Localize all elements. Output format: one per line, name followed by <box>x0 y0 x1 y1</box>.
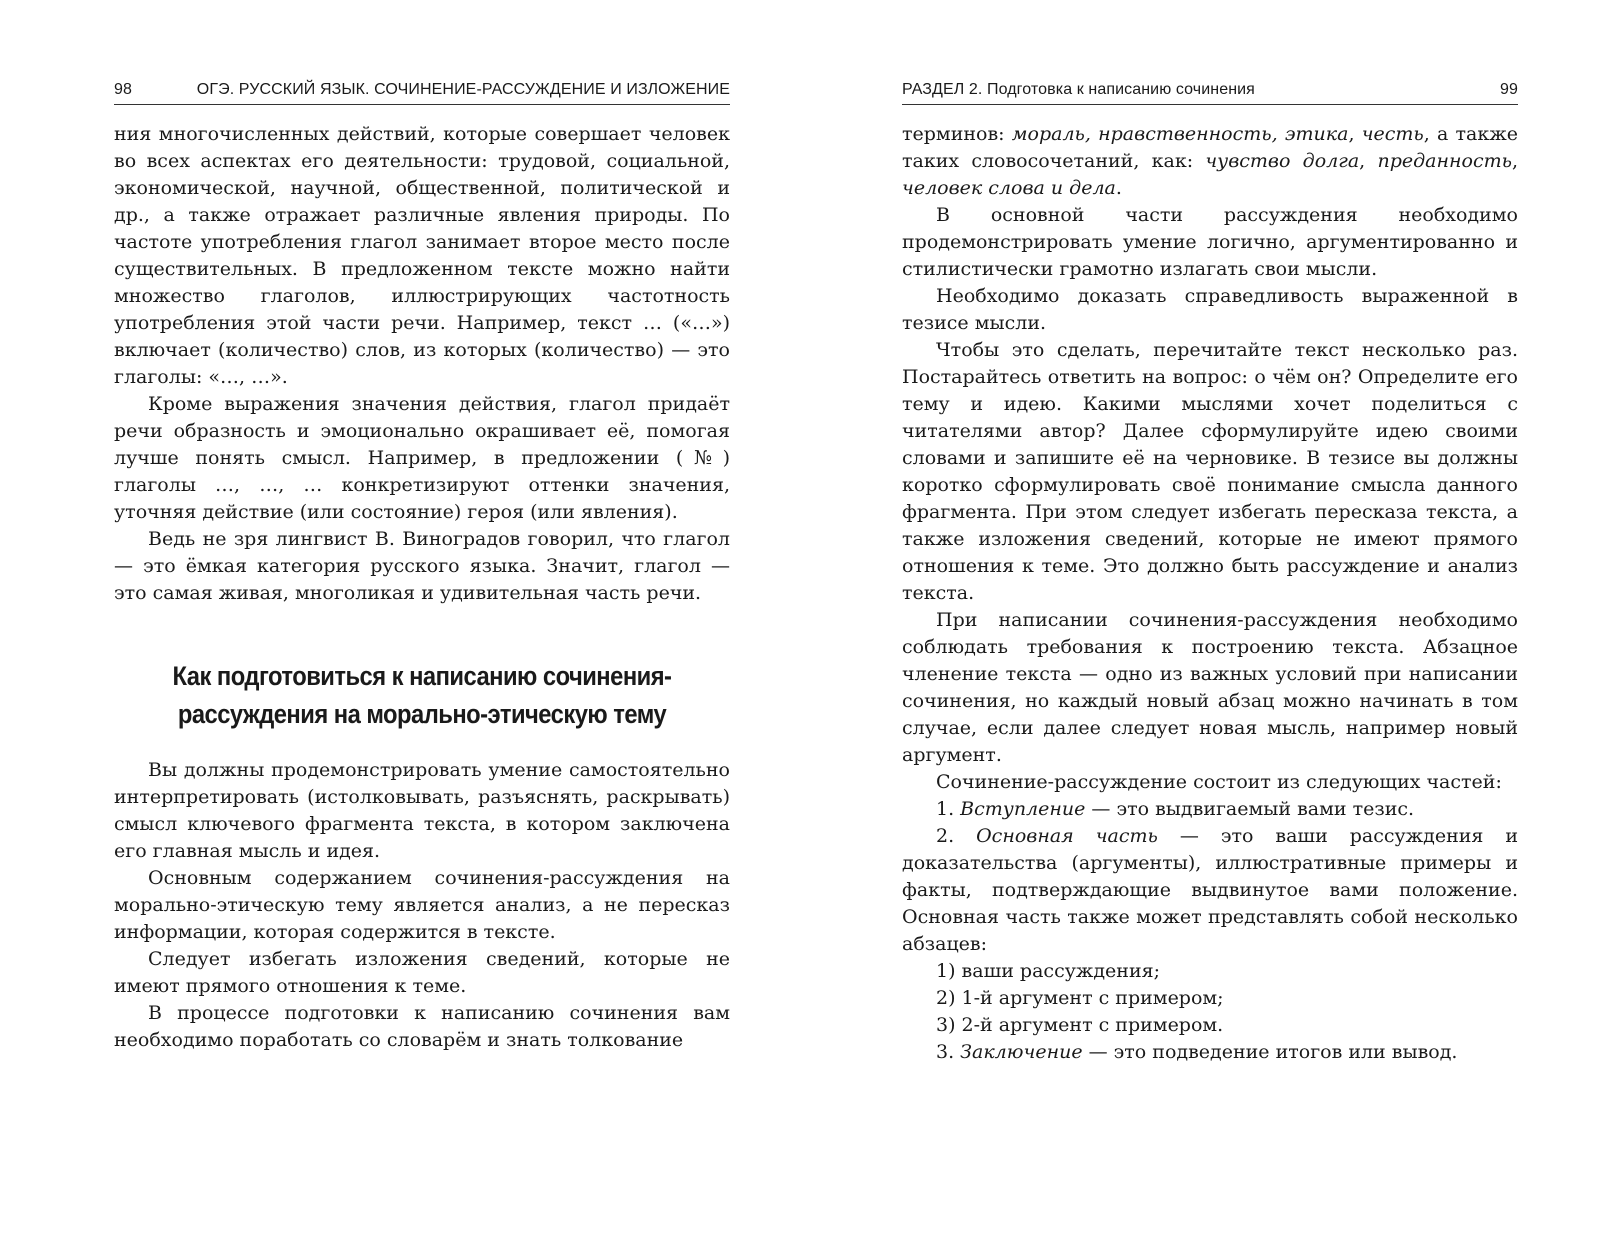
list-item <box>902 823 1518 958</box>
term: Основная часть <box>976 825 1158 847</box>
paragraph: Основным содержанием сочинения-рассуждения на морально-этическую тему является анализ, а не пересказ информации, которая содержится в тексте. <box>114 867 730 943</box>
text-run: , <box>1348 123 1362 145</box>
list-subitem: 3) 2-й аргумент с примером. <box>936 1014 1224 1036</box>
section-heading <box>151 657 693 733</box>
left-page-number: 98 <box>114 81 132 98</box>
term: мораль, нравственность, этика <box>1011 123 1349 145</box>
left-body-text <box>114 121 730 1054</box>
paragraph: Следует избегать изложения сведений, которые не имеют прямого отношения к теме. <box>114 948 730 997</box>
section-heading-line: рассуждения на морально-этическую тему <box>177 699 667 729</box>
paragraph: Чтобы это сделать, перечитайте текст несколько раз. Постарайтесь ответить на вопрос: о чём он? Определите его тему и идею. Какими мыслями хочет поделиться с читателями автор? Далее сформулируйте идею своими словами и запишите её на черновике. В тезисе вы должны коротко сформулировать своё понимание смысла данного фрагмента. При этом следует избегать пересказа текста, а также изложения сведений, которые не имеют прямого отношения к теме. Это должно быть рассуждение и анализ текста. <box>902 339 1518 604</box>
left-running-title: ОГЭ. РУССКИЙ ЯЗЫК. СОЧИНЕНИЕ-РАССУЖДЕНИЕ И ИЗЛОЖЕНИЕ <box>196 81 730 98</box>
text-run: , <box>1359 150 1378 172</box>
paragraph: При написании сочинения-рассуждения необходимо соблюдать требования к построению текста. Абзацное членение текста — одно из важных условий при написании сочинения, но каждый новый абзац можно начинать в том случае, если далее следует новая мысль, например новый аргумент. <box>902 609 1518 766</box>
paragraph: Ведь не зря лингвист В. Виноградов говорил, что глагол — это ёмкая категория русского языка. Значит, глагол — это самая живая, многоликая и удивительная часть речи. <box>114 528 730 604</box>
list-number: 3. <box>936 1041 961 1063</box>
term: человек слова и дела <box>902 177 1116 199</box>
text-run: . <box>1115 177 1122 199</box>
left-running-head <box>114 78 730 105</box>
list-subitem: 2) 1-й аргумент с примером; <box>936 987 1224 1009</box>
list-number: 1. <box>936 798 961 820</box>
list-subitem: 1) ваши рассуждения; <box>936 960 1161 982</box>
paragraph: Необходимо доказать справедливость выраженной в тезисе мысли. <box>902 285 1518 334</box>
term: Вступление <box>960 798 1086 820</box>
right-running-head <box>902 78 1518 105</box>
right-page <box>902 78 1518 1066</box>
text-run: — это ваши рассуждения и доказательства (аргументы), иллюстративные примеры и факты, подтверждающие выдвинутое вами положение. Основная часть также может представлять собой несколько абзацев: <box>902 825 1519 955</box>
text-run: , а также таких словосочетаний, как: <box>902 123 1518 172</box>
text-run: — это выдвигаемый вами тезис. <box>1085 798 1415 820</box>
term: честь <box>1361 123 1424 145</box>
paragraph: Кроме выражения значения действия, глагол придаёт речи образность и эмоционально окрашивает её, помогая лучше понять смысл. Например, в предложении (№) глаголы …, …, … конкретизируют оттенки значения, уточняя действие (или состояние) героя (или явления). <box>114 393 730 523</box>
list-item <box>902 796 1518 823</box>
left-page <box>114 78 730 1054</box>
paragraph: В основной части рассуждения необходимо продемонстрировать умение логично, аргументированно и стилистически грамотно излагать свои мысли. <box>902 204 1518 280</box>
text-run: — это подведение итогов или вывод. <box>1082 1041 1458 1063</box>
right-body-text <box>902 121 1518 1066</box>
right-running-title: РАЗДЕЛ 2. Подготовка к написанию сочинения <box>902 81 1255 98</box>
list-item <box>902 1039 1518 1066</box>
text-run: , <box>1511 150 1518 172</box>
paragraph: Сочинение-рассуждение состоит из следующих частей: <box>936 771 1502 793</box>
paragraph: Вы должны продемонстрировать умение самостоятельно интерпретировать (истолковывать, разъяснять, раскрывать) смысл ключевого фрагмента текста, в котором заключена его главная мысль и идея. <box>114 759 730 862</box>
paragraph <box>902 121 1518 202</box>
paragraph: ния многочисленных действий, которые совершает человек во всех аспектах его деятельности: трудовой, социальной, экономической, научной, общественной, политической и др., а также отражает различные явления природы. По частоте употребления глагол занимает второе место после существительных. В предложенном тексте можно найти множество глаголов, иллюстрирующих частотность употребления этой части речи. Например, текст … («…») включает (количество) слов, из которых (количество) — это глаголы: «…, …». <box>114 123 730 388</box>
list-number: 2. <box>936 825 977 847</box>
section-heading-line: Как подготовиться к написанию сочинения- <box>172 661 672 691</box>
term: преданность <box>1377 150 1512 172</box>
paragraph: В процессе подготовки к написанию сочинения вам необходимо поработать со словарём и знать толкование <box>114 1002 730 1051</box>
term: Заключение <box>960 1041 1083 1063</box>
right-page-number: 99 <box>1500 81 1518 98</box>
text-run: терминов: <box>902 123 1012 145</box>
term: чувство долга <box>1205 150 1360 172</box>
